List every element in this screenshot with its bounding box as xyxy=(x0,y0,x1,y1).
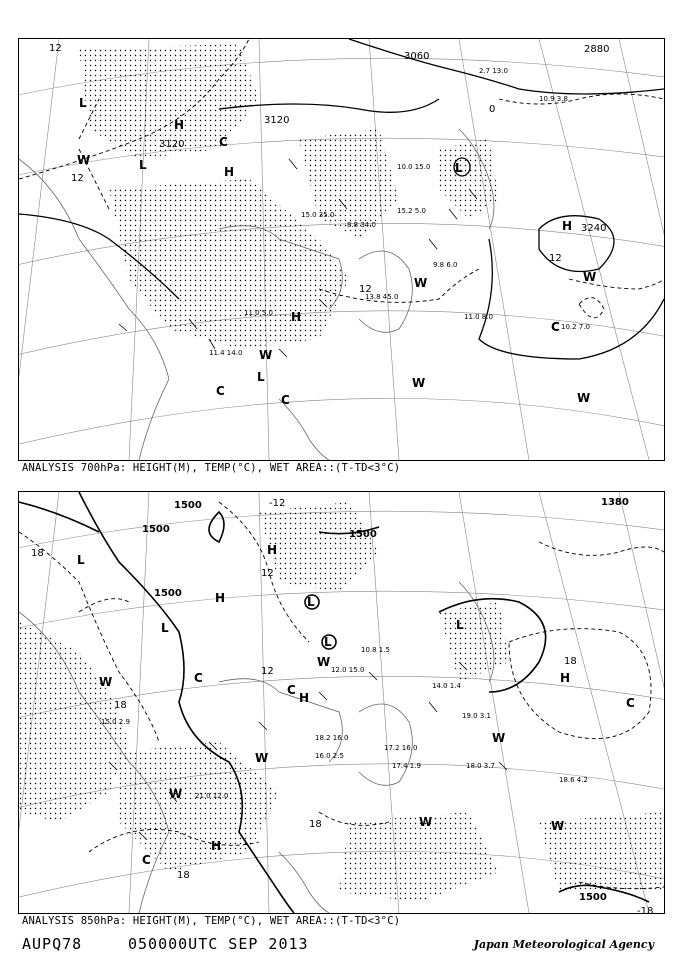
caption-700hpa: ANALYSIS 700hPa: HEIGHT(M), TEMP(°C), WET AREA::(T-TD<3°C) xyxy=(22,462,401,474)
station-value: 15.0 2.9 xyxy=(101,718,130,726)
temp-label: 18 xyxy=(31,548,44,559)
warm-center: W xyxy=(577,391,591,405)
high-center: H xyxy=(291,310,302,324)
temp-label: 18 xyxy=(114,700,127,711)
station-value: 17.4 1.9 xyxy=(392,762,421,770)
station-value: 18.6 4.2 xyxy=(559,776,588,784)
high-center: H xyxy=(560,671,571,685)
low-center: L xyxy=(77,553,85,567)
low-center: L xyxy=(455,161,463,175)
temp-label: -18 xyxy=(637,906,654,913)
cold-center: C xyxy=(219,135,228,149)
low-center: L xyxy=(307,595,315,609)
cold-center: C xyxy=(287,683,296,697)
warm-center: W xyxy=(583,270,597,284)
low-center: L xyxy=(139,158,147,172)
station-value: 19.0 3.1 xyxy=(462,712,491,720)
high-center: H xyxy=(224,165,235,179)
temp-label: 12 xyxy=(261,666,274,677)
warm-center: W xyxy=(99,675,113,689)
station-value: 18.2 16.0 xyxy=(315,734,349,742)
station-value: 11.4 14.0 xyxy=(209,349,243,357)
warm-center: W xyxy=(169,787,183,801)
low-center: L xyxy=(79,96,87,110)
station-value: 15.2 5.0 xyxy=(397,207,426,215)
bulletin-id: AUPQ78 xyxy=(22,935,83,953)
map-850hpa xyxy=(19,492,664,913)
cold-center: C xyxy=(194,671,203,685)
high-center: H xyxy=(211,839,222,853)
map-700hpa xyxy=(19,39,664,460)
station-value: 17.2 16.0 xyxy=(384,744,418,752)
high-center: H xyxy=(299,691,310,705)
warm-center: W xyxy=(492,731,506,745)
station-value: 9.8 6.0 xyxy=(433,261,458,269)
temp-label: 18 xyxy=(177,870,190,881)
height-label: 1380 xyxy=(601,497,629,508)
warm-center: W xyxy=(551,819,565,833)
station-value: 10.0 15.0 xyxy=(397,163,431,171)
temp-label: 18 xyxy=(564,656,577,667)
cold-center: C xyxy=(281,393,290,407)
high-center: H xyxy=(215,591,226,605)
station-value: 15.0 35.0 xyxy=(301,211,335,219)
warm-center: W xyxy=(259,348,273,362)
cold-center: C xyxy=(551,320,560,334)
chart-700hpa xyxy=(18,38,665,461)
station-value: 13.8 45.0 xyxy=(365,293,399,301)
station-value: 11.0 5.0 xyxy=(244,309,273,317)
temp-label: 0 xyxy=(489,104,496,115)
low-center: L xyxy=(161,621,169,635)
temp-label: 12 xyxy=(49,43,62,54)
warm-center: W xyxy=(317,655,331,669)
chart-850hpa xyxy=(18,491,665,914)
station-value: 21.0 12.0 xyxy=(195,792,229,800)
low-center: L xyxy=(456,618,464,632)
station-value: 10.2 7.0 xyxy=(561,323,590,331)
station-value: 2.7 13.0 xyxy=(479,67,508,75)
high-center: H xyxy=(562,219,573,233)
station-value: 18.0 3.7 xyxy=(466,762,495,770)
temp-label: 12 xyxy=(261,568,274,579)
valid-time: 050000UTC SEP 2013 xyxy=(128,935,309,953)
station-value: 16.0 2.5 xyxy=(315,752,344,760)
station-value: 8.8 34.0 xyxy=(347,221,376,229)
station-value: 12.0 15.0 xyxy=(331,666,365,674)
height-label: 3120 xyxy=(264,115,290,126)
temp-label: 12 xyxy=(71,173,84,184)
cold-center: C xyxy=(142,853,151,867)
cold-center: C xyxy=(216,384,225,398)
warm-center: W xyxy=(412,376,426,390)
warm-center: W xyxy=(419,815,433,829)
station-value: 11.0 8.0 xyxy=(464,313,493,321)
agency-name: Japan Meteorological Agency xyxy=(473,938,654,951)
height-label: 2880 xyxy=(584,44,610,55)
cold-center: C xyxy=(626,696,635,710)
height-label: 3120 xyxy=(159,139,185,150)
station-value: 10.9 3.8 xyxy=(539,95,568,103)
height-label: 1500 xyxy=(174,500,202,511)
height-label: 1500 xyxy=(349,529,377,540)
warm-center: W xyxy=(77,153,91,167)
high-center: H xyxy=(174,118,185,132)
warm-center: W xyxy=(414,276,428,290)
caption-850hpa: ANALYSIS 850hPa: HEIGHT(M), TEMP(°C), WET AREA::(T-TD<3°C) xyxy=(22,915,401,927)
low-center: L xyxy=(324,635,332,649)
temp-label: 18 xyxy=(309,819,322,830)
height-label: 1500 xyxy=(154,588,182,599)
station-value: 14.0 1.4 xyxy=(432,682,461,690)
height-label: 1500 xyxy=(142,524,170,535)
height-label: 3060 xyxy=(404,51,430,62)
high-center: H xyxy=(267,543,278,557)
low-center: L xyxy=(257,370,265,384)
height-label: 1500 xyxy=(579,892,607,903)
temp-label: 12 xyxy=(549,253,562,264)
wet-areas xyxy=(79,44,499,349)
temp-label: 12 xyxy=(359,284,372,295)
height-label: 3240 xyxy=(581,223,607,234)
station-value: 10.8 1.5 xyxy=(361,646,390,654)
temp-label: -12 xyxy=(269,498,286,509)
warm-center: W xyxy=(255,751,269,765)
